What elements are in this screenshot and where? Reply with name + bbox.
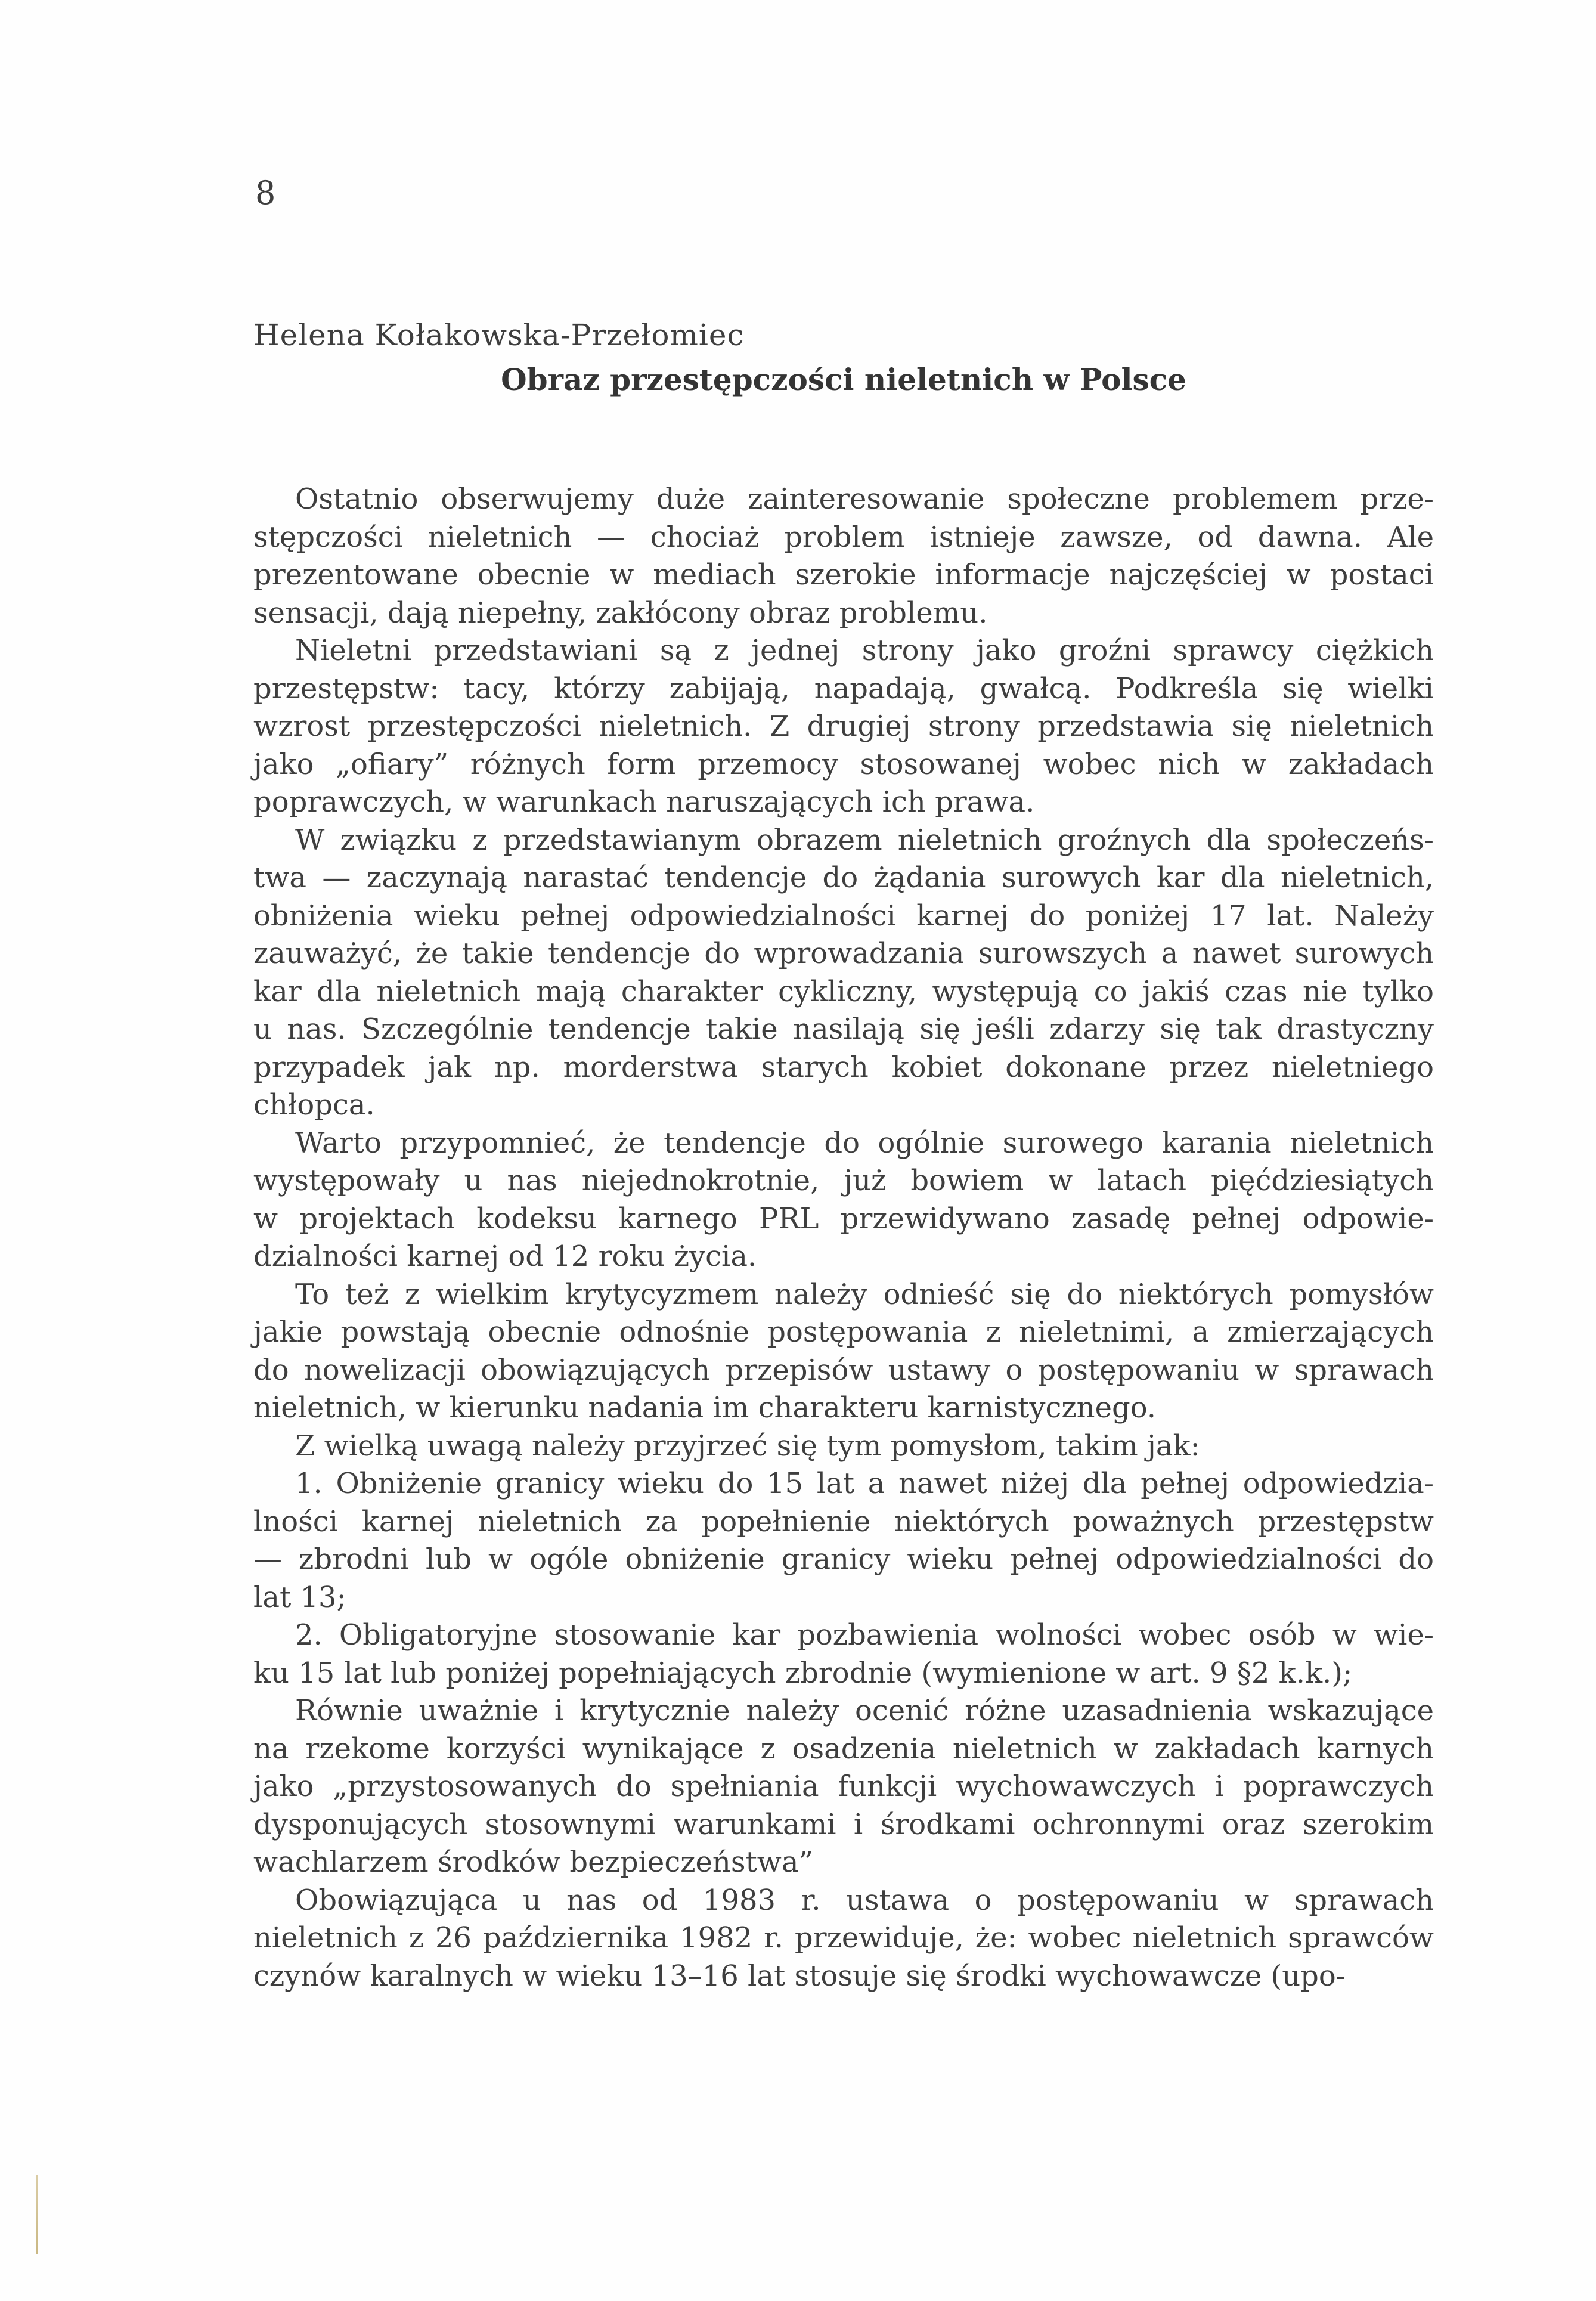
paragraph-line: lat 13; — [253, 1580, 346, 1614]
paragraph-line: stępczości nieletnich — chociaż problem istnieje zawsze, od dawna. Ale — [253, 520, 1434, 554]
paragraph-line: To też z wielkim krytycyzmem należy odnieść się do niektórych pomysłów — [295, 1277, 1434, 1311]
body-text — [253, 481, 1434, 1995]
paragraph-line: lności karnej nieletnich za popełnienie niektórych poważnych przestępstw — [253, 1504, 1434, 1538]
paragraph-line: kar dla nieletnich mają charakter cykliczny, występują co jakiś czas nie tylko — [253, 974, 1434, 1008]
paragraph-line: 1. Obniżenie granicy wieku do 15 lat a nawet niżej dla pełnej odpowiedzia- — [295, 1467, 1434, 1500]
paragraph-line: czynów karalnych w wieku 13–16 lat stosuje się środki wychowawcze (upo- — [253, 1959, 1346, 1993]
paragraph-line: nieletnich z 26 października 1982 r. przewiduje, że: wobec nieletnich sprawców — [253, 1921, 1434, 1955]
paragraph-line: Nieletni przedstawiani są z jednej strony jako groźni sprawcy ciężkich — [295, 634, 1434, 667]
paragraph-line: — zbrodni lub w ogóle obniżenie granicy wieku pełnej odpowiedzialności do — [253, 1543, 1434, 1576]
paragraph-line: jako „przystosowanych do spełniania funkcji wychowawczych i poprawczych — [253, 1770, 1434, 1803]
paragraph-line: na rzekome korzyści wynikające z osadzenia nieletnich w zakładach karnych — [253, 1732, 1434, 1766]
paragraph-line: przypadek jak np. morderstwa starych kobiet dokonane przez nieletniego — [253, 1050, 1434, 1084]
paragraph-line: zauważyć, że takie tendencje do wprowadzania surowszych a nawet surowych — [253, 937, 1434, 970]
paragraph-line: dzialności karnej od 12 roku życia. — [253, 1240, 757, 1273]
paragraph-line: jako „ofiary” różnych form przemocy stosowanej wobec nich w zakładach — [253, 747, 1434, 781]
paragraph-line: Warto przypomnieć, że tendencje do ogólnie surowego karania nieletnich — [295, 1126, 1434, 1160]
paragraph-line: u nas. Szczególnie tendencje takie nasilają się jeśli zdarzy się tak drastyczny — [253, 1012, 1434, 1046]
paragraph-line: wzrost przestępczości nieletnich. Z drugiej strony przedstawia się nieletnich — [253, 710, 1434, 743]
paragraph-line: poprawczych, w warunkach naruszających ich prawa. — [253, 785, 1035, 819]
paragraph-line: Z wielką uwagą należy przyjrzeć się tym pomysłom, takim jak: — [295, 1429, 1200, 1463]
paragraph-line: obniżenia wieku pełnej odpowiedzialności karnej do poniżej 17 lat. Należy — [253, 899, 1434, 933]
paragraph-line: wachlarzem środków bezpieczeństwa” — [253, 1845, 813, 1879]
paragraph-line: przestępstw: tacy, którzy zabijają, napadają, gwałcą. Podkreśla się wielki — [253, 671, 1434, 705]
paragraph-line: do nowelizacji obowiązujących przepisów ustawy o postępowaniu w sprawach — [253, 1353, 1434, 1387]
scan-artifact-line — [36, 2175, 38, 2254]
paragraph-line: Równie uważnie i krytycznie należy ocenić różne uzasadnienia wskazujące — [295, 1694, 1434, 1727]
paragraph-line: 2. Obligatoryjne stosowanie kar pozbawienia wolności wobec osób w wie- — [295, 1618, 1434, 1652]
paragraph-line: dysponujących stosownymi warunkami i środkami ochronnymi oraz szerokim — [253, 1807, 1434, 1841]
paragraph-line: prezentowane obecnie w mediach szerokie informacje najczęściej w postaci — [253, 558, 1434, 591]
paragraph-line: Ostatnio obserwujemy duże zainteresowanie społeczne problemem prze- — [295, 482, 1434, 516]
paragraph-line: występowały u nas niejednokrotnie, już bowiem w latach pięćdziesiątych — [253, 1164, 1434, 1197]
paragraph-line: w projektach kodeksu karnego PRL przewidywano zasadę pełnej odpowie- — [253, 1201, 1434, 1235]
page-number: 8 — [255, 174, 276, 212]
paragraph-line: Obowiązująca u nas od 1983 r. ustawa o postępowaniu w sprawach — [295, 1883, 1434, 1917]
paragraph-line: W związku z przedstawianym obrazem nieletnich groźnych dla społeczeńs- — [295, 823, 1434, 857]
paragraph-line: ku 15 lat lub poniżej popełniających zbrodnie (wymienione w art. 9 §2 k.k.); — [253, 1656, 1353, 1690]
paragraph-line: twa — zaczynają narastać tendencje do żądania surowych kar dla nieletnich, — [253, 861, 1434, 894]
paragraph-line: nieletnich, w kierunku nadania im charakteru karnistycznego. — [253, 1391, 1157, 1424]
paragraph-line: jakie powstają obecnie odnośnie postępowania z nieletnimi, a zmierzających — [253, 1315, 1434, 1349]
article-title: Obraz przestępczości nieletnich w Polsce — [501, 362, 1186, 397]
author-name: Helena Kołakowska-Przełomiec — [253, 318, 745, 352]
paragraph-line: chłopca. — [253, 1088, 375, 1122]
paragraph-line: sensacji, dają niepełny, zakłócony obraz problemu. — [253, 596, 988, 630]
